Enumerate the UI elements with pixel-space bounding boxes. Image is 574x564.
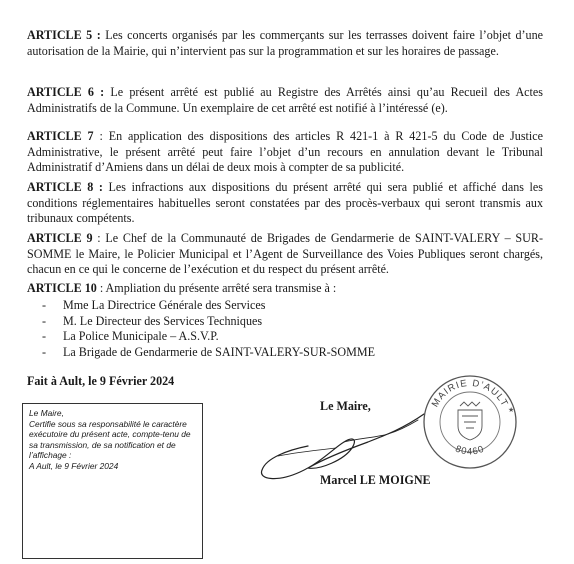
place-date: Fait à Ault, le 9 Février 2024 [27, 374, 175, 388]
article-10-label: ARTICLE 10 [27, 281, 97, 295]
article-7-text: : En application des dispositions des articles R 421-1 à R 421-5 du Code de Justice Administrative, le présent arrêté peut faire l’objet d’un recours en annulation devant le Tribunal Administratif d’Amiens dans un délai de deux mois à compter de sa publicité. [27, 129, 543, 175]
article-7 [27, 129, 543, 176]
svg-text:80460 [454, 443, 487, 457]
article-6-label: ARTICLE 6 : [27, 85, 105, 99]
recipient-text: Mme La Directrice Générale des Services [63, 298, 266, 312]
list-item [42, 345, 375, 361]
article-5-label: ARTICLE 5 : [27, 28, 101, 42]
recipient-text: La Police Municipale – A.S.V.P. [63, 329, 219, 344]
mairie-seal [420, 372, 520, 472]
list-dash: - [42, 313, 47, 328]
coat-of-arms-icon [458, 402, 482, 440]
article-8 [27, 180, 543, 227]
article-9-text: : Le Chef de la Communauté de Brigades de Gendarmerie de SAINT-VALERY – SUR-SOMME le Maire, le Policier Municipal et l’Agent de Surveillance des Voies Publiques seront chargés, chacun en ce qui le concerne de l’exécution et du respect du présent arrêté. [27, 231, 543, 277]
signature-title: Le Maire, [320, 399, 371, 413]
article-10-text: : Ampliation du présente arrêté sera transmise à : [96, 281, 337, 295]
article-5-text: Les concerts organisés par les commerçants sur les terrasses doivent faire l’objet d’une autorisation de la Mairie, qui n’intervient pas sur la programmation et sur les horaires de passage. [27, 28, 543, 58]
recipient-text: La Brigade de Gendarmerie de SAINT-VALERY-SUR-SOMME [63, 344, 376, 359]
certification-line: l’affichage : [29, 450, 72, 461]
article-7-label: ARTICLE 7 [27, 129, 94, 143]
certification-line: A Ault, le 9 Février 2024 [29, 460, 119, 471]
seal-bottom-text: 80460 [453, 443, 487, 458]
recipient-text: M. Le Directeur des Services Techniques [63, 313, 263, 328]
article-6-text: Le présent arrêté est publié au Registre des Arrêtés ainsi qu’au Recueil des Actes Administratifs de la Commune. Un exemplaire de cet arrêté est notifié à l’intéressé (e). [27, 85, 543, 115]
seal-star-icon: ★ [508, 406, 515, 414]
list-item [42, 329, 375, 345]
certification-line: Certifie sous sa responsabilité le caractère [29, 418, 187, 429]
list-item [42, 298, 375, 314]
certification-line: sa transmission, de sa notification et de [29, 439, 176, 450]
article-8-label: ARTICLE 8 : [27, 180, 103, 194]
certification-box [22, 403, 203, 559]
article-9 [27, 231, 543, 278]
seal-top-text: MAIRIE D’AULT [429, 377, 511, 410]
list-item [42, 314, 375, 330]
certification-line: exécutoire du présent acte, compte-tenu de [29, 429, 191, 440]
recipient-list [42, 298, 375, 360]
list-dash: - [42, 329, 47, 344]
certification-line: Le Maire, [29, 408, 64, 418]
article-5 [27, 28, 543, 59]
signer-name: Marcel LE MOIGNE [320, 473, 431, 487]
list-dash: - [42, 298, 47, 312]
list-dash: - [42, 344, 47, 359]
article-8-text: Les infractions aux dispositions du présent arrêté qui sera publié et affiché dans les conditions réglementaires habituelles seront constatées par des procès-verbaux qui seront transmis aux tribunaux compétents. [27, 180, 543, 226]
article-10 [27, 281, 543, 297]
article-6 [27, 85, 543, 116]
article-9-label: ARTICLE 9 [27, 231, 93, 245]
